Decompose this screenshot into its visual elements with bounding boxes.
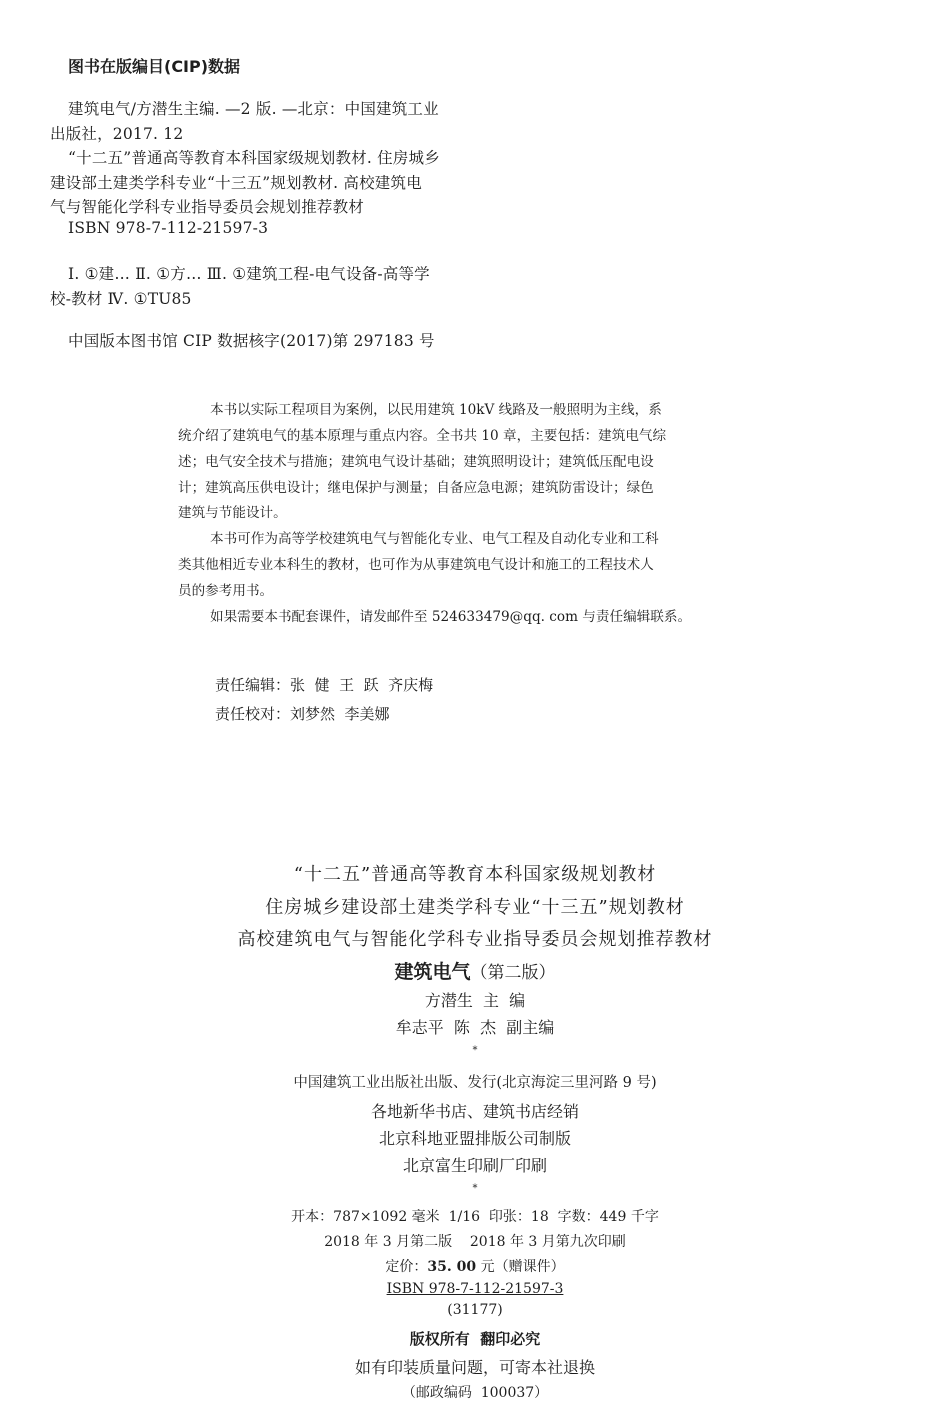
series-line: 高校建筑电气与智能化学科专业指导委员会规划推荐教材 [237,929,713,950]
summary-line: 员的参考用书。 [178,583,274,599]
distributor-line: 各地新华书店、建筑书店经销 [370,1102,579,1121]
summary-line: 本书可作为高等学校建筑电气与智能化专业、电气工程及自动化专业和工科 [210,531,659,547]
responsible-proofreaders-names: 刘梦然 李美娜 [290,705,390,723]
responsible-editors [215,674,433,695]
cip-heading: 图书在版编目(CIP)数据 [68,57,241,76]
series-line: 住房城乡建设部土建类学科专业“十三五”规划教材 [265,897,685,918]
summary-line: 如果需要本书配套课件，请发邮件至 524633479@qq. com 与责任编辑联系。 [210,609,692,625]
summary-line: 述；电气安全技术与措施；建筑电气设计基础；建筑照明设计；建筑低压配电设 [178,454,654,470]
book-title-main: 建筑电气 [394,961,471,983]
price-value: 35. 00 [427,1259,477,1275]
price-suffix: 元（赠课件） [476,1259,565,1275]
return-note: 如有印装质量问题，可寄本社退换 [354,1358,595,1377]
book-number: (31177) [447,1302,503,1318]
summary-line: 计；建筑高压供电设计；继电保护与测量；自备应急电源；建筑防雷设计；绿色 [178,480,654,496]
summary-line: 统介绍了建筑电气的基本原理与重点内容。全书共 10 章，主要包括：建筑电气综 [178,428,667,444]
responsible-editors-names: 张 健 王 跃 齐庆梅 [290,676,434,694]
cip-classification: Ⅰ. ①建… Ⅱ. ①方… Ⅲ. ①建筑工程-电气设备-高等学 [68,265,430,283]
series-line: “十二五”普通高等教育本科国家级规划教材 [293,864,657,885]
separator-star: * [472,1045,478,1056]
cip-classification: 校-教材 Ⅳ. ①TU85 [50,290,192,308]
cip-line: 建筑电气/方潜生主编. —2 版. —北京：中国建筑工业 [68,100,439,118]
cip-line: 气与智能化学科专业指导委员会规划推荐教材 [50,198,365,216]
colophon-isbn: ISBN 978-7-112-21597-3 [386,1281,564,1297]
book-edition: （第二版） [470,963,556,983]
separator-star: * [472,1183,478,1194]
cip-line: 建设部土建类学科专业“十三五”规划教材. 高校建筑电 [50,174,422,192]
chief-editor: 方潜生 主 编 [424,991,526,1010]
print-dates: 2018 年 3 月第二版 2018 年 3 月第九次印刷 [324,1234,626,1250]
responsible-proofreaders [215,703,390,724]
summary-line: 建筑与节能设计。 [178,505,287,521]
summary-line: 类其他相近专业本科生的教材，也可作为从事建筑电气设计和施工的工程技术人 [178,557,654,573]
cip-line: 出版社，2017. 12 [50,125,184,143]
format-line: 开本：787×1092 毫米 1/16 印张：18 字数：449 千字 [291,1209,659,1225]
responsible-editors-label: 责任编辑： [215,676,291,694]
responsible-proofreaders-label: 责任校对： [215,705,291,723]
typesetter-line: 北京科地亚盟排版公司制版 [378,1129,571,1148]
summary-line: 本书以实际工程项目为案例，以民用建筑 10kV 线路及一般照明为主线，系 [210,402,662,418]
cip-check-number: 中国版本图书馆 CIP 数据核字(2017)第 297183 号 [68,332,435,350]
cip-isbn: ISBN 978-7-112-21597-3 [68,219,269,237]
printer-line: 北京富生印刷厂印刷 [402,1156,547,1175]
deputy-editor: 牟志平 陈 杰 副主编 [395,1018,555,1037]
price-line [0,1256,950,1276]
price-label: 定价： [385,1259,428,1275]
publisher-line: 中国建筑工业出版社出版、发行(北京海淀三里河路 9 号) [293,1075,657,1091]
rights-notice: 版权所有 翻印必究 [409,1330,541,1348]
postcode: （邮政编码 100037） [401,1385,549,1401]
cip-line: “十二五”普通高等教育本科国家级规划教材. 住房城乡 [68,149,440,167]
book-title [0,957,950,984]
